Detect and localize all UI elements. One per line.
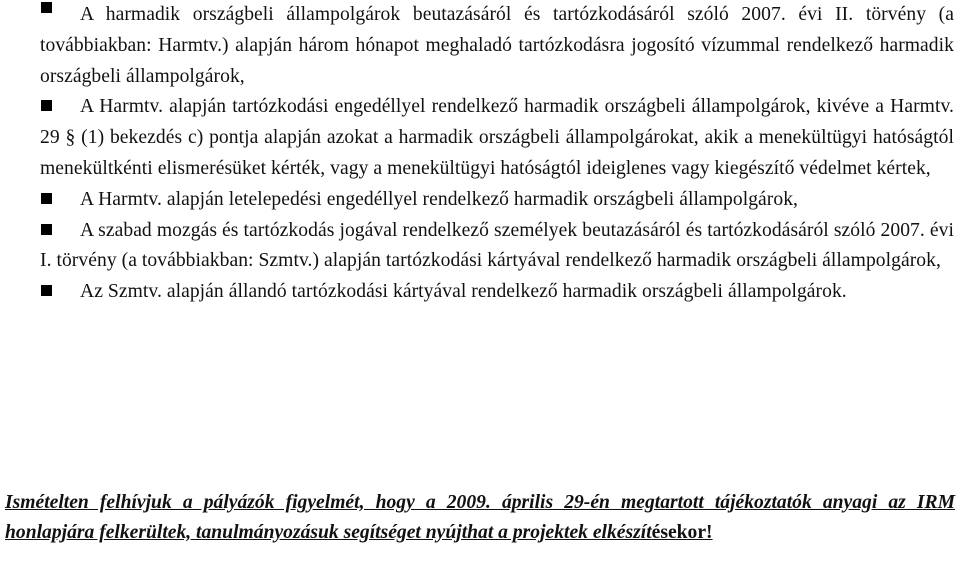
list-item-text: A harmadik országbeli állampolgárok beutazásáról és tartózkodásáról szóló 2007. évi II. törvény (a továbbiakban: Harmtv.) alapján három hónapot meghaladó tartózkodásra jogosító vízummal rendelkező harmadik országbeli állampolgárok,: [40, 4, 954, 87]
square-bullet-icon: [41, 285, 52, 296]
square-bullet-icon: [41, 2, 52, 13]
list-item-text: Az Szmtv. alapján állandó tartózkodási kártyával rendelkező harmadik országbeli állampolgárok.: [80, 281, 847, 303]
square-bullet-icon: [41, 193, 52, 204]
list-item: [0, 277, 960, 308]
list-item-text: A szabad mozgás és tartózkodás jogával rendelkező személyek beutazásáról és tartózkodásáról szóló 2007. évi I. törvény (a továbbiakban: Szmtv.) alapján tartózkodási kártyával rendelkező harmadik országbeli állampolgárok,: [40, 219, 954, 272]
notice-italic-text: Ismételten felhívjuk a pályázók figyelmét, hogy a 2009. április 29-én megtartott tájékoztatók anyagi az IRM honlapjára felkerültek, tanulmányozásuk segítséget nyújthat a projektek elkészít: [5, 492, 955, 543]
list-item: [0, 185, 960, 216]
list-item-text: A Harmtv. alapján tartózkodási engedéllyel rendelkező harmadik országbeli állampolgárok, kivéve a Harmtv. 29 § (1) bekezdés c) pontja alapján azokat a harmadik országbeli állampolgárokat, akik a menekültügyi hatóságtól menekültkénti elismerésüket kérték, vagy a menekültügyi hatóságtól ideiglenes vagy kiegészítő védelmet kértek,: [40, 96, 954, 179]
list-item: [0, 92, 960, 184]
square-bullet-icon: [41, 224, 52, 235]
notice-plain-text: ésekor!: [651, 522, 713, 543]
list-item-text: A Harmtv. alapján letelepedési engedéllyel rendelkező harmadik országbeli állampolgárok,: [80, 188, 799, 210]
square-bullet-icon: [41, 100, 52, 111]
applicant-notice: [5, 488, 955, 548]
list-item: [0, 216, 960, 278]
list-item: [0, 0, 960, 92]
